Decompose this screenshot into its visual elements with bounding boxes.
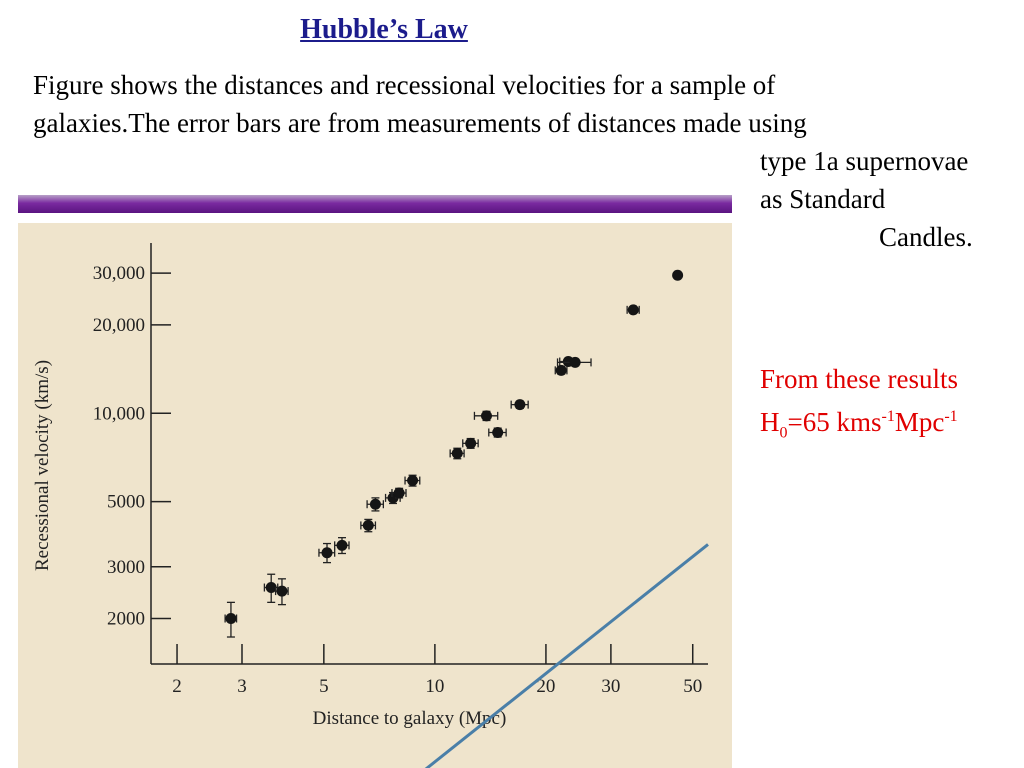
y-axis-label: Recessional velocity (km/s) — [32, 359, 53, 572]
data-point — [514, 399, 525, 410]
data-point — [492, 427, 503, 438]
y-tick-label: 3000 — [107, 556, 145, 578]
x-tick-label: 30 — [601, 676, 621, 697]
data-point — [672, 270, 683, 281]
figure-header-bar — [18, 195, 732, 213]
hubble-figure — [18, 195, 732, 768]
x-tick-label: 3 — [237, 676, 247, 697]
description-line-5: Candles. — [879, 222, 973, 252]
hubble-fit-line — [151, 544, 708, 768]
data-point — [556, 365, 567, 376]
y-tick-label: 20,000 — [92, 314, 145, 336]
result-h-subscript: 0 — [779, 424, 788, 442]
data-point — [394, 488, 405, 499]
x-tick-label: 20 — [536, 676, 556, 697]
data-point — [225, 613, 236, 624]
data-point — [465, 438, 476, 449]
data-point — [276, 586, 287, 597]
y-tick-label: 10,000 — [92, 403, 145, 425]
result-value: =65 kms — [787, 407, 882, 437]
hubble-plot — [18, 223, 732, 768]
data-point — [481, 410, 492, 421]
result-line-2 — [760, 398, 958, 452]
x-axis-label: Distance to galaxy (Mpc) — [312, 708, 507, 729]
x-tick-label: 5 — [319, 676, 329, 697]
slide-title: Hubble’s Law — [300, 14, 468, 45]
y-tick-label: 5000 — [107, 491, 145, 513]
y-tick-label: 30,000 — [92, 263, 145, 285]
data-point — [370, 499, 381, 510]
result-exponent-1: -1 — [881, 408, 895, 425]
result-h: H — [760, 407, 780, 437]
data-point — [628, 304, 639, 315]
x-tick-label: 10 — [425, 676, 445, 697]
data-point — [363, 520, 374, 531]
data-point — [570, 357, 581, 368]
y-tick-label: 2000 — [107, 608, 145, 630]
result-mpc: Mpc — [894, 407, 945, 437]
description-line-4: as Standard — [760, 184, 886, 214]
result-exponent-2: -1 — [944, 408, 958, 425]
x-tick-label: 2 — [172, 676, 182, 697]
data-point — [452, 448, 463, 459]
data-point — [336, 540, 347, 551]
description-line-2: galaxies.The error bars are from measurements of distances made using — [33, 108, 807, 138]
description-line-3: type 1a supernovae — [760, 146, 969, 176]
data-point — [407, 475, 418, 486]
hubble-constant-result — [760, 360, 958, 452]
result-line-1: From these results — [760, 364, 958, 394]
x-tick-label: 50 — [683, 676, 703, 697]
slide-description — [33, 66, 1023, 252]
description-line-1: Figure shows the distances and recessional velocities for a sample of — [33, 70, 776, 100]
data-point — [322, 547, 333, 558]
chart-panel — [18, 223, 732, 768]
